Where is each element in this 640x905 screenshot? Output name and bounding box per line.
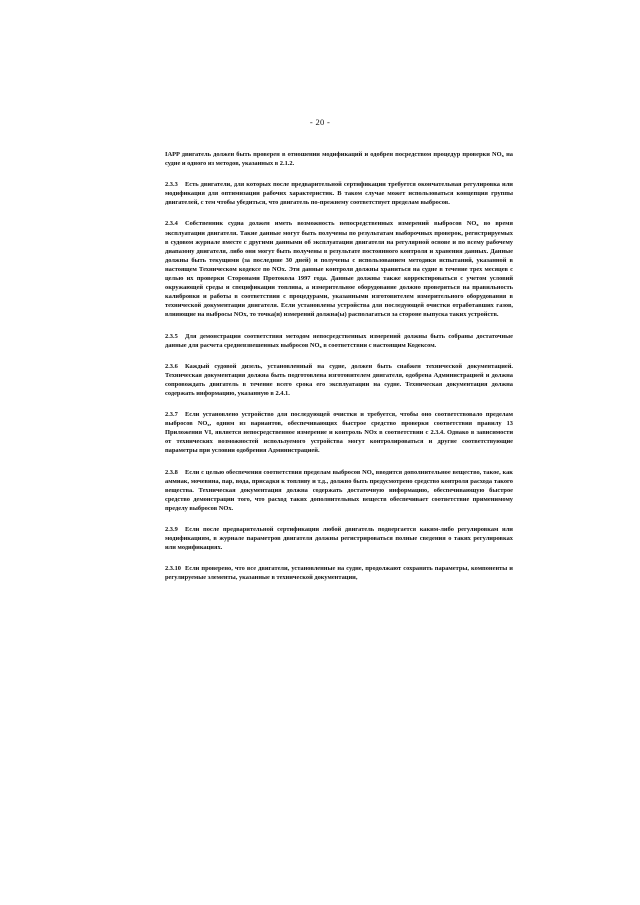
paragraph-2-3-3 (165, 180, 513, 207)
paragraph-2-3-7 (165, 410, 513, 455)
subscript: x (371, 470, 374, 476)
paragraph-2-3-8 (165, 468, 513, 513)
paragraph-text-rest: во время эксплуатации двигателя. Такие данные могут быть получены по результатам выборочных проверок, регистрируемых в судовом журнале вместе с другими данными об эксплуатации двигателя на регулярной основе и по всему рабочему диапазону двигателя, либо они могут быть получены в результате постоянного контроля и хранения данных. Данные должны быть текущими (за последние 30 дней) и получены с использованием методики испытаний, указанной в настоящем Техническом кодексе по NOx. Эти данные контроля должны храниться на судне в течение трех месяцев с целью их проверки Сторонами Протокола 1997 года. Данные должны также корректироваться с учетом условий окружающей среды и спецификации топлива, а измерительное оборудование должно проверяться на правильность калибровки и работы в соответствии с процедурами, указанными изготовителем измерительного оборудования в технической документации двигателя. Если установлены устройства для последующей очистки отработавших газов, влияющие на выбросы NOx, то точка(и) измерений должна(ы) располагаться за стороне выпуска таких устройств. (165, 220, 513, 319)
paragraph-continuation (165, 150, 513, 168)
paragraph-number: 2.3.3 (165, 181, 178, 189)
paragraph-text: Собственник судна должен иметь возможность непосредственных измерений выбросов NO (185, 220, 477, 228)
paragraph-number: 2.3.5 (165, 332, 178, 340)
subscript: x (207, 422, 210, 428)
subscript: x (501, 153, 504, 158)
paragraph-2-3-6 (165, 362, 513, 398)
paragraph-text-rest: в соответствии с настоящим Кодексом. (321, 341, 437, 349)
paragraph-number: 2.3.6 (165, 362, 178, 370)
paragraph-text: IAPP двигатель должен быть проверен в отношении модификаций и одобрен посредством процедур проверки NO (165, 151, 502, 158)
paragraph-2-3-4 (165, 219, 513, 319)
subscript: x (476, 222, 479, 228)
paragraph-text: Если установлено устройство для последующей очистки и требуется, чтобы оно соответствовало пределам выбросов NO (165, 411, 513, 428)
paragraph-number: 2.3.9 (165, 526, 178, 533)
paragraph-text-rest: вводится дополнительное вещество, такое, как аммиак, мочевина, пар, вода, присадки к топливу и т.д., должно быть предусмотрено средство контроля расхода такого вещества. Техническая документация должна содержать достаточную информацию, обеспечивающую быстрое средство демонстрации того, что расход таких дополнительных веществ обеспечивает соответствие применимому пределу выбросов NOx. (165, 468, 513, 512)
paragraph-text: Для демонстрации соответствия методом непосредственных измерений должны быть собраны достаточные данные для расчета средневзвешенных выбросов NO (165, 332, 513, 349)
paragraph-2-3-9 (165, 525, 513, 552)
paragraph-text: Каждый судовой дизель, установленный на судне, должен быть снабжен технической документацией. Техническая документация должна быть подготовлена изготовителем двигателя, одобрена Администрацией и должна сопровождать двигатель в течение всего срока его эксплуатации на судне. Техническая документация должна содержать информацию, указанную в 2.4.1. (165, 362, 513, 397)
paragraph-text-rest: на судне и одного из методов, указанных в 2.1.2. (165, 151, 513, 168)
paragraph-number: 2.3.8 (165, 468, 178, 476)
paragraph-number: 2.3.7 (165, 411, 178, 419)
paragraph-number: 2.3.4 (165, 220, 178, 228)
paragraph-text-rest: , одним из вариантов, обеспечивающих быстрое средство проверки соответствия правилу 13 Приложения VI, является непосредственное измерение и контроль NOx в соответствии с 2.3.4. Однако в зависимости от технических возможностей используемого устройства могут контролироваться и другие соответствующие параметры при условии одобрения Администрацией. (165, 420, 513, 455)
paragraph-2-3-5 (165, 332, 513, 350)
paragraph-number: 2.3.10 (165, 565, 181, 573)
page-number: - 20 - (309, 117, 331, 127)
paragraph-text: Если с целью обеспечения соответствия пределам выбросов NO (185, 468, 372, 476)
paragraph-text: Есть двигатели, для которых после предварительной сертификации требуется окончательная регулировка или модификация для оптимизации рабочих характеристик. В таком случае может использоваться концепция группы двигателей, с тем чтобы убедиться, что двигатель по-прежнему соответствует пределам выбросов. (165, 181, 513, 207)
subscript: x (319, 343, 322, 349)
paragraph-text: Если после предварительной сертификации любой двигатель подвергается каким-либо регулировкам или модификациям, в журнале параметров двигателя должны регистрироваться полные сведения о таких регулировках или модификациях. (165, 526, 513, 552)
paragraph-text: Если проверено, что все двигатели, установленные на судне, продолжают сохранять параметры, компоненты и регулируемые элементы, указанные в технической документации, (165, 565, 513, 582)
document-body (165, 150, 513, 582)
paragraph-2-3-10 (165, 564, 513, 582)
